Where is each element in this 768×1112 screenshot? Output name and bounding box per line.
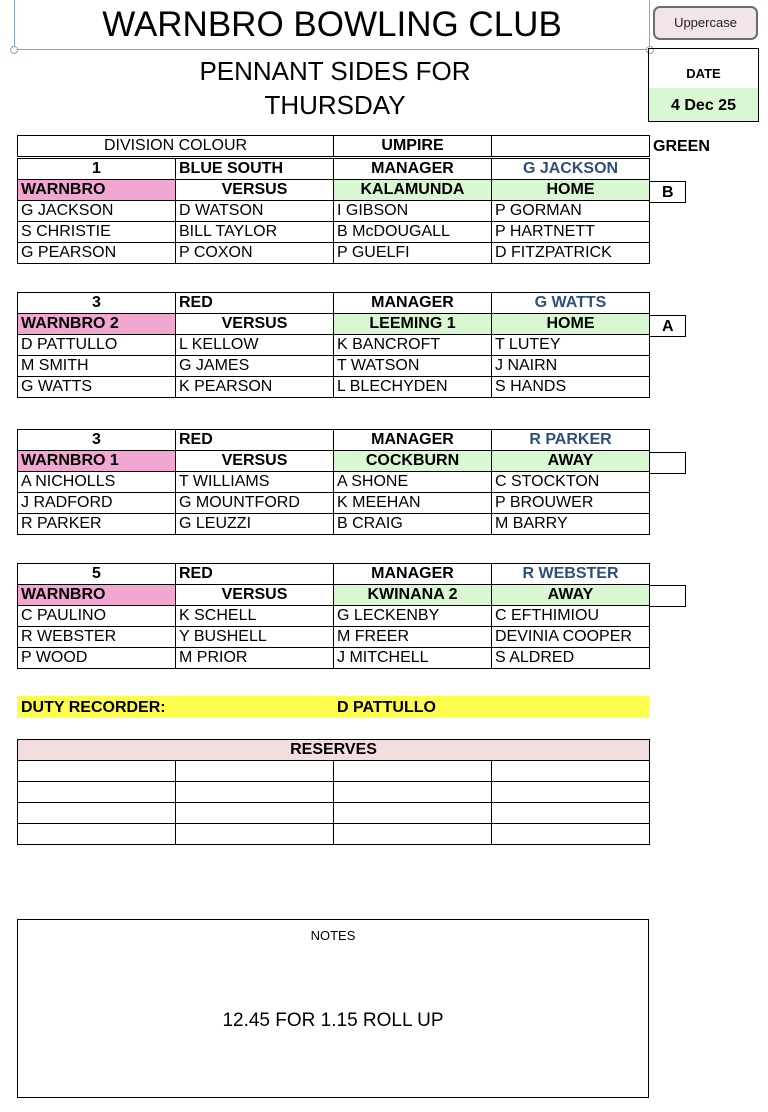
subtitle-line-1: PENNANT SIDES FOR — [199, 56, 471, 86]
reserve-cell[interactable] — [492, 761, 650, 782]
team-name[interactable]: WARNBRO 2 — [18, 314, 176, 335]
player-cell[interactable]: G JACKSON — [18, 201, 176, 222]
player-cell[interactable]: B McDOUGALL — [334, 222, 492, 243]
notes-title: NOTES — [310, 928, 356, 943]
reserve-cell[interactable] — [176, 824, 334, 845]
reserves-title: RESERVES — [18, 740, 650, 761]
player-cell[interactable]: S HANDS — [492, 377, 650, 398]
manager-name[interactable]: G JACKSON — [492, 159, 650, 180]
division-colour[interactable]: BLUE SOUTH — [176, 159, 334, 180]
player-cell[interactable]: Y BUSHELL — [176, 627, 334, 648]
side-table — [17, 429, 650, 535]
opponent-name[interactable]: KWINANA 2 — [334, 585, 492, 606]
division-colour[interactable]: RED — [176, 564, 334, 585]
manager-label: MANAGER — [334, 293, 492, 314]
opponent-name[interactable]: KALAMUNDA — [334, 180, 492, 201]
versus-label: VERSUS — [176, 451, 334, 472]
subtitle-line-2: THURSDAY — [264, 90, 406, 120]
player-cell[interactable]: P GORMAN — [492, 201, 650, 222]
player-cell[interactable]: K MEEHAN — [334, 493, 492, 514]
manager-name[interactable]: R WEBSTER — [492, 564, 650, 585]
reserve-cell[interactable] — [492, 803, 650, 824]
manager-label: MANAGER — [334, 564, 492, 585]
player-cell[interactable]: M FREER — [334, 627, 492, 648]
venue[interactable]: AWAY — [492, 585, 650, 606]
division-number[interactable]: 3 — [18, 293, 176, 314]
division-colour-header: DIVISION COLOUR — [18, 136, 334, 157]
reserve-cell[interactable] — [334, 803, 492, 824]
division-number[interactable]: 3 — [18, 430, 176, 451]
reserve-cell[interactable] — [334, 782, 492, 803]
reserve-cell[interactable] — [18, 803, 176, 824]
opponent-name[interactable]: COCKBURN — [334, 451, 492, 472]
team-name[interactable]: WARNBRO 1 — [18, 451, 176, 472]
versus-label: VERSUS — [176, 180, 334, 201]
reserves-table — [17, 739, 650, 845]
division-colour[interactable]: RED — [176, 430, 334, 451]
player-cell[interactable]: D WATSON — [176, 201, 334, 222]
player-cell[interactable]: T WILLIAMS — [176, 472, 334, 493]
player-cell[interactable]: DEVINIA COOPER — [492, 627, 650, 648]
venue[interactable]: AWAY — [492, 451, 650, 472]
reserve-cell[interactable] — [18, 761, 176, 782]
manager-name[interactable]: G WATTS — [492, 293, 650, 314]
duty-recorder-label: DUTY RECORDER: — [21, 699, 166, 716]
player-cell[interactable]: C STOCKTON — [492, 472, 650, 493]
division-number[interactable]: 5 — [18, 564, 176, 585]
versus-label: VERSUS — [176, 314, 334, 335]
player-cell[interactable]: G MOUNTFORD — [176, 493, 334, 514]
reserve-cell[interactable] — [334, 824, 492, 845]
player-cell[interactable]: R WEBSTER — [18, 627, 176, 648]
player-cell[interactable]: M SMITH — [18, 356, 176, 377]
player-cell[interactable]: C EFTHIMIOU — [492, 606, 650, 627]
reserve-cell[interactable] — [492, 782, 650, 803]
duty-recorder-name[interactable]: D PATTULLO — [337, 699, 436, 716]
reserve-cell[interactable] — [18, 782, 176, 803]
division-number[interactable]: 1 — [18, 159, 176, 180]
player-cell[interactable]: J MITCHELL — [334, 648, 492, 669]
green-rink-cell[interactable] — [649, 585, 686, 607]
umpire-label: UMPIRE — [334, 136, 492, 157]
opponent-name[interactable]: LEEMING 1 — [334, 314, 492, 335]
player-cell[interactable]: S CHRISTIE — [18, 222, 176, 243]
player-cell[interactable]: K BANCROFT — [334, 335, 492, 356]
player-cell[interactable]: G WATTS — [18, 377, 176, 398]
umpire-value[interactable] — [492, 136, 650, 157]
team-name[interactable]: WARNBRO — [18, 180, 176, 201]
team-name[interactable]: WARNBRO — [18, 585, 176, 606]
reserve-cell[interactable] — [492, 824, 650, 845]
notes-text[interactable]: 12.45 FOR 1.15 ROLL UP — [222, 1010, 444, 1031]
player-cell[interactable]: I GIBSON — [334, 201, 492, 222]
player-cell[interactable]: L BLECHYDEN — [334, 377, 492, 398]
player-cell[interactable]: P GUELFI — [334, 243, 492, 264]
side-table — [17, 292, 650, 398]
side-table — [17, 563, 650, 669]
venue[interactable]: HOME — [492, 314, 650, 335]
manager-label: MANAGER — [334, 159, 492, 180]
player-cell[interactable]: M BARRY — [492, 514, 650, 535]
side-table — [17, 158, 650, 264]
player-cell[interactable]: J NAIRN — [492, 356, 650, 377]
player-cell[interactable]: G JAMES — [176, 356, 334, 377]
player-cell[interactable]: P HARTNETT — [492, 222, 650, 243]
player-cell[interactable]: B CRAIG — [334, 514, 492, 535]
player-cell[interactable]: G LECKENBY — [334, 606, 492, 627]
player-cell[interactable]: C PAULINO — [18, 606, 176, 627]
player-cell[interactable]: P WOOD — [18, 648, 176, 669]
player-cell[interactable]: S ALDRED — [492, 648, 650, 669]
division-colour[interactable]: RED — [176, 293, 334, 314]
player-cell[interactable]: K PEARSON — [176, 377, 334, 398]
notes-box[interactable] — [17, 919, 649, 1098]
player-cell[interactable]: G PEARSON — [18, 243, 176, 264]
player-cell[interactable]: A NICHOLLS — [18, 472, 176, 493]
manager-label: MANAGER — [334, 430, 492, 451]
reserve-cell[interactable] — [18, 824, 176, 845]
player-cell[interactable]: R PARKER — [18, 514, 176, 535]
date-label: DATE — [686, 66, 721, 81]
reserve-cell[interactable] — [334, 761, 492, 782]
player-cell[interactable]: BILL TAYLOR — [176, 222, 334, 243]
player-cell[interactable]: T LUTEY — [492, 335, 650, 356]
player-cell[interactable]: J RADFORD — [18, 493, 176, 514]
player-cell[interactable]: K SCHELL — [176, 606, 334, 627]
player-cell[interactable]: A SHONE — [334, 472, 492, 493]
reserve-cell[interactable] — [176, 803, 334, 824]
player-cell[interactable]: G LEUZZI — [176, 514, 334, 535]
date-value[interactable]: 4 Dec 25 — [649, 88, 758, 121]
resize-handle-left[interactable] — [10, 46, 18, 54]
green-rink-cell[interactable]: A — [649, 315, 686, 337]
versus-label: VERSUS — [176, 585, 334, 606]
reserve-cell[interactable] — [176, 782, 334, 803]
club-title: WARNBRO BOWLING CLUB — [14, 0, 650, 50]
green-label: GREEN — [653, 138, 710, 155]
player-cell[interactable]: P BROUWER — [492, 493, 650, 514]
green-rink-cell[interactable]: B — [649, 181, 686, 203]
player-cell[interactable]: D PATTULLO — [18, 335, 176, 356]
green-rink-cell[interactable] — [649, 452, 686, 474]
venue[interactable]: HOME — [492, 180, 650, 201]
reserve-cell[interactable] — [176, 761, 334, 782]
player-cell[interactable]: P COXON — [176, 243, 334, 264]
player-cell[interactable]: D FITZPATRICK — [492, 243, 650, 264]
uppercase-button[interactable]: Uppercase — [653, 6, 758, 40]
player-cell[interactable]: L KELLOW — [176, 335, 334, 356]
umpire-table — [17, 135, 650, 157]
player-cell[interactable]: T WATSON — [334, 356, 492, 377]
manager-name[interactable]: R PARKER — [492, 430, 650, 451]
player-cell[interactable]: M PRIOR — [176, 648, 334, 669]
duty-recorder-bar — [17, 696, 649, 718]
